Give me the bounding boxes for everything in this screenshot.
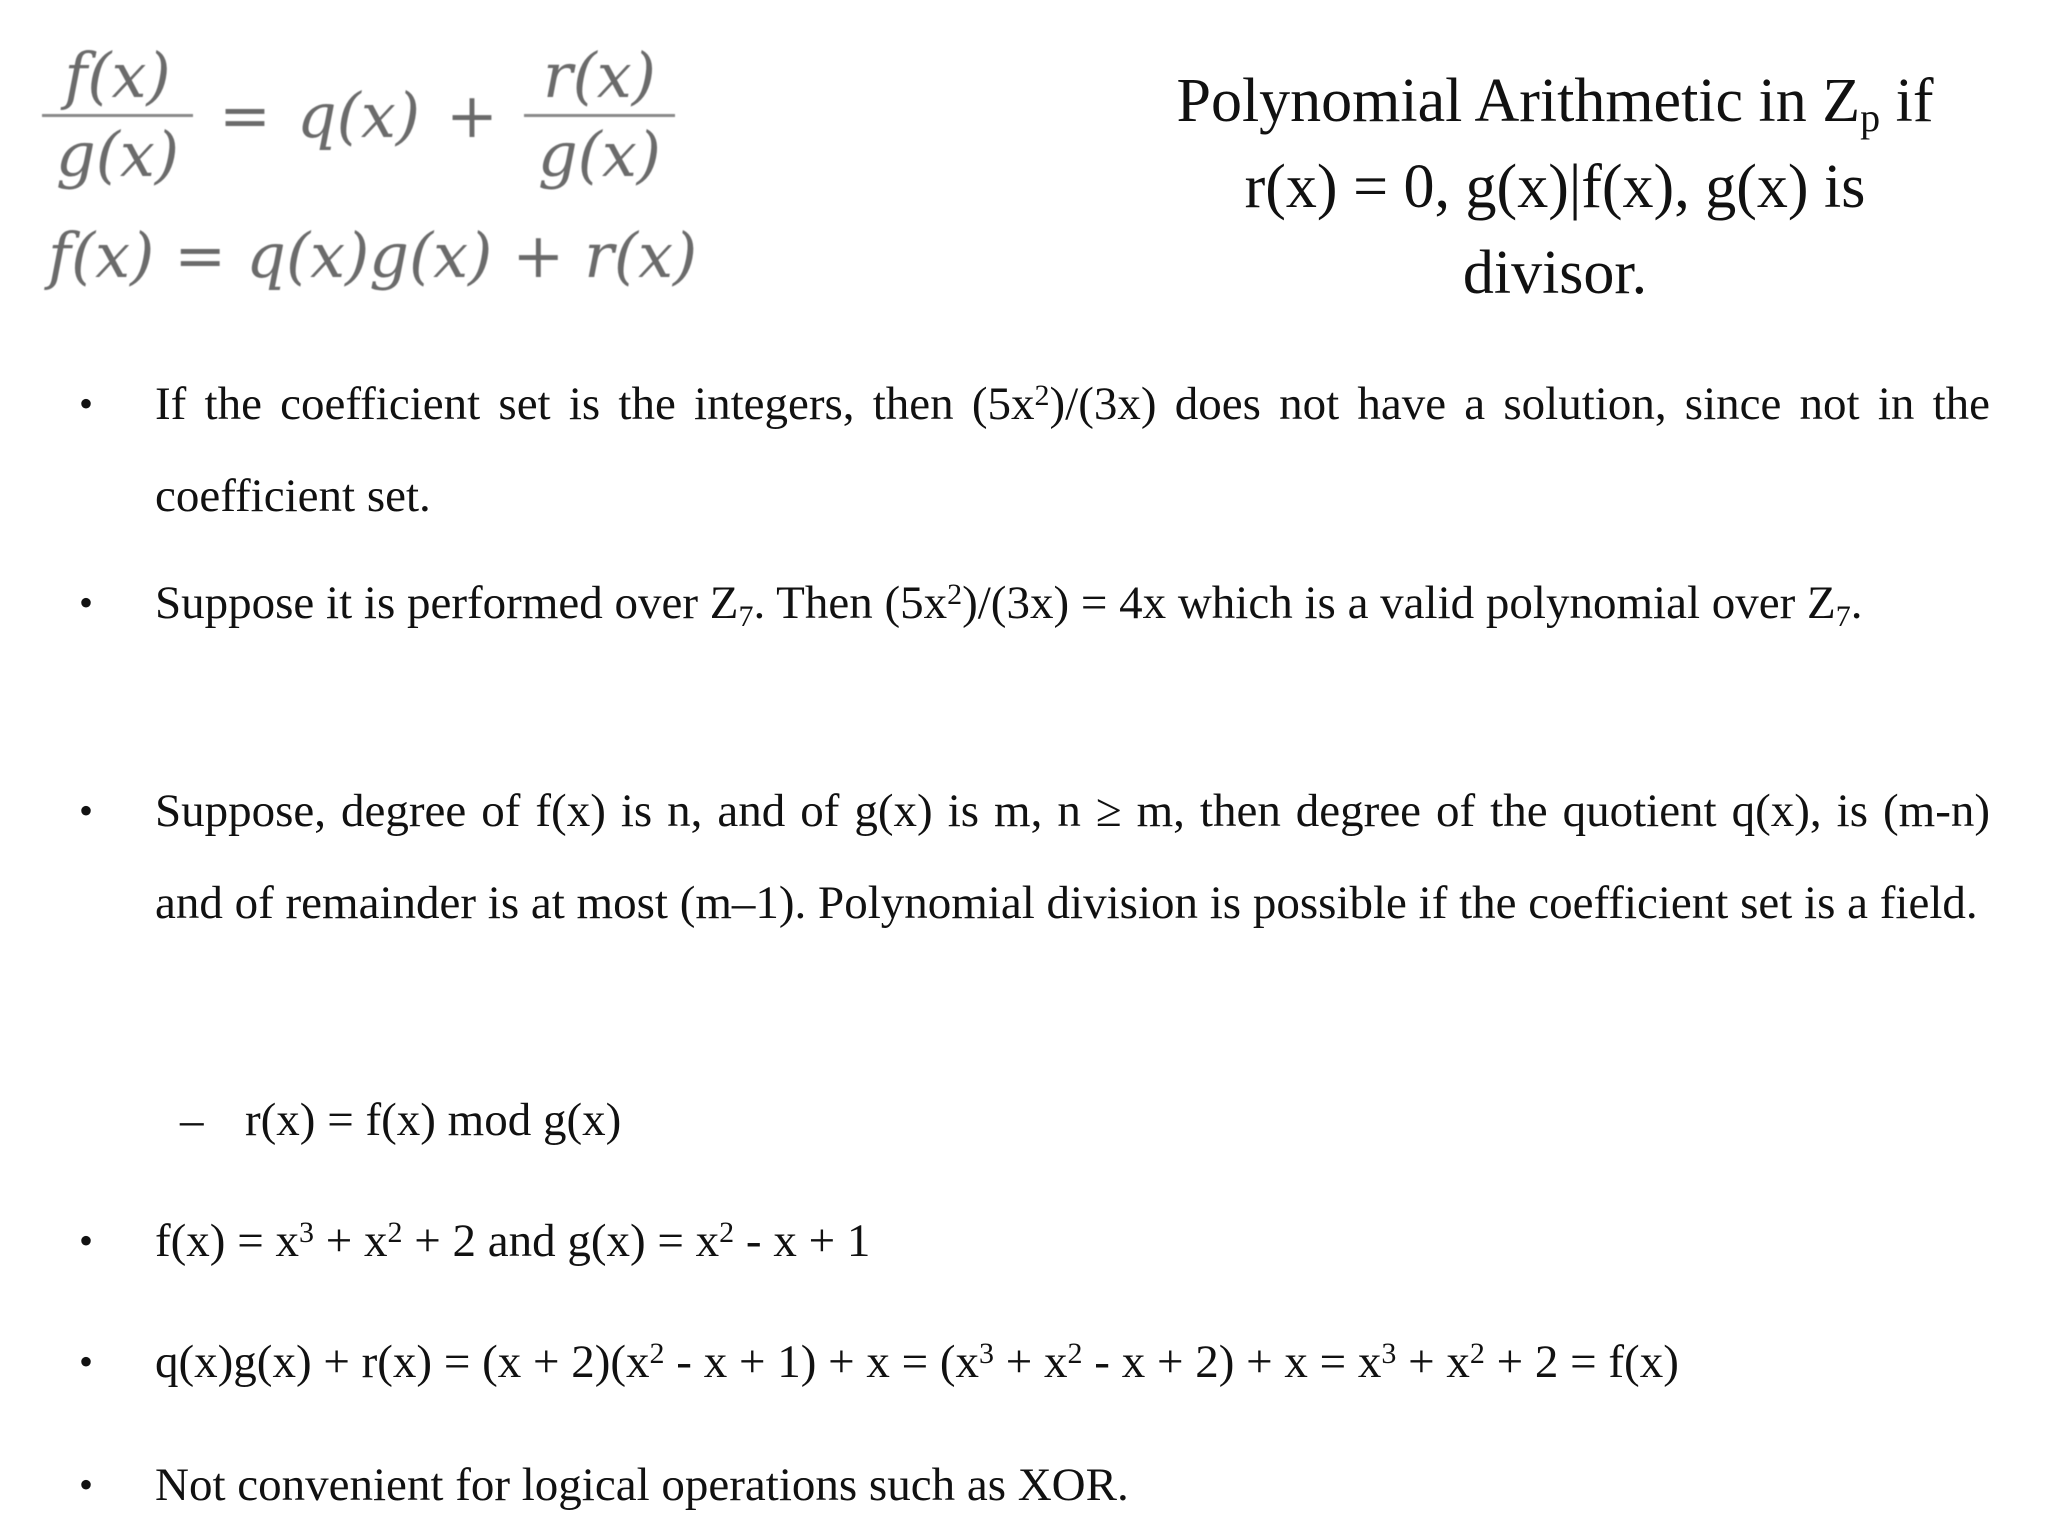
equals-sign: = [174,219,227,292]
plus-sign: + [512,219,565,292]
dash-icon: – [180,1094,204,1146]
bullet-item-example-polys [155,1195,1990,1287]
bullet-text: + x [994,1336,1068,1388]
sub-item-mod: r(x) = f(x) mod g(x) [245,1094,622,1146]
quotient-term: q(x) [296,78,421,152]
equation-image [42,30,1002,310]
bullet-item-xor: Not convenient for logical operations such as XOR. [155,1459,1129,1511]
bullet-text: . Then (5x [753,577,948,629]
bullet-text: + x [1396,1336,1470,1388]
bullet-icon: • [79,381,94,426]
title-line-2: r(x) = 0, g(x)|f(x), g(x) is [1244,153,1866,221]
title-text: if [1880,67,1934,135]
subscript: 7 [1835,600,1851,633]
plus-sign: + [446,78,498,152]
bullet-text: - x + 1 [734,1215,871,1267]
bullet-icon: • [79,788,94,833]
fraction-denominator: g(x) [537,117,661,191]
bullet-text: . [1850,577,1863,629]
bullet-item-degree: Suppose, degree of f(x) is n, and of g(x) is m, n ≥ m, then degree of the quotient q(x), is (m-n) and of remainder is at most (m–1). Polynomial division is possible if the coefficient set is a field. [155,785,1990,929]
superscript: 3 [298,1216,314,1249]
superscript: 2 [947,578,963,611]
bullet-icon: • [79,1218,94,1263]
product-equation [48,216,697,296]
bullet-item-integers [155,358,1990,542]
fraction-numerator: f(x) [64,38,171,112]
bullet-text: )/(3x) does not have a solution, since not in the coefficient set. [155,378,1991,522]
fraction-denominator: g(x) [56,117,180,191]
bullet-text: + 2 and g(x) = x [402,1215,720,1267]
bullet-text: q(x)g(x) + r(x) = (x + 2)(x [155,1336,650,1388]
title-line-1 [1115,58,1995,144]
title-subscript: p [1860,95,1881,140]
bullet-text: + 2 = f(x) [1484,1336,1679,1388]
bullet-icon: • [79,580,94,625]
bullet-text: - x + 2) + x = x [1082,1336,1382,1388]
f-over-g-fraction [42,38,193,193]
slide-title [1115,58,1995,316]
bullet-text: + x [313,1215,388,1267]
bullet-item-z7 [155,557,1990,649]
superscript: 2 [649,1337,665,1370]
remainder-term: r(x) [584,219,698,292]
superscript: 2 [719,1216,735,1249]
fraction-numerator: r(x) [542,38,656,112]
title-text: Polynomial Arithmetic in Z [1176,67,1861,135]
bullet-item-verification [155,1316,1990,1408]
subscript: 7 [738,600,754,633]
superscript: 3 [1381,1337,1397,1370]
bullet-text: - x + 1) + x = (x [664,1336,980,1388]
bullet-text: Suppose it is performed over Z [155,577,739,629]
bullet-icon: • [79,1462,94,1507]
superscript: 3 [979,1337,995,1370]
product-term: q(x)g(x) [246,219,493,292]
bullet-text: f(x) = x [155,1215,299,1267]
superscript: 2 [1469,1337,1485,1370]
superscript: 2 [1034,379,1050,412]
division-equation [42,30,675,200]
equals-sign: = [219,78,271,152]
lhs-term: f(x) [48,219,155,292]
bullet-text: )/(3x) = 4x which is a valid polynomial over Z [962,577,1836,629]
superscript: 2 [387,1216,403,1249]
superscript: 2 [1067,1337,1083,1370]
bullet-text: If the coefficient set is the integers, then (5x [155,378,1035,430]
r-over-g-fraction [524,38,675,193]
title-line-3: divisor. [1462,239,1648,307]
bullet-icon: • [79,1339,94,1384]
